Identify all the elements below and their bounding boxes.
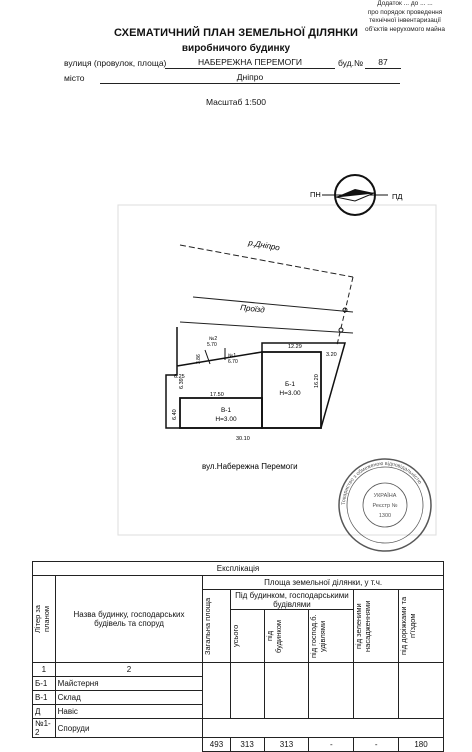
city-value: Дніпро	[100, 72, 400, 84]
row-litera: В-1	[33, 691, 56, 705]
total-roads: 180	[399, 738, 444, 752]
passage-line-bottom	[180, 322, 353, 333]
street-value: НАБЕРЕЖНА ПЕРЕМОГИ	[165, 57, 335, 69]
total-green: -	[354, 738, 399, 752]
col-number-2: 2	[55, 663, 203, 677]
city-label: місто	[64, 73, 85, 83]
header-note-line: Додаток ... до ... ...	[377, 0, 433, 7]
street-label: вулиця (провулок, площа)	[64, 58, 167, 68]
struct-n2-label: №2	[209, 336, 218, 342]
passage-label: Проїзд	[239, 303, 266, 315]
total-house: 313	[264, 738, 309, 752]
row-name: Навіс	[55, 705, 203, 719]
dim-625: 6.25	[174, 374, 185, 380]
dim-1620: 16.20	[314, 374, 320, 388]
official-stamp	[339, 459, 431, 551]
explication-title: Експлікація	[33, 562, 444, 576]
row-name: Майстерня	[55, 677, 203, 691]
row-name: Склад	[55, 691, 203, 705]
col-name: Назва будинку, господарських будівель та споруд	[55, 576, 203, 663]
col-number-1: 1	[33, 663, 56, 677]
col-under: Під будинком, господарськими будівлями	[230, 590, 354, 610]
dim-386: 3.86	[196, 354, 202, 364]
building-value: 87	[365, 57, 401, 69]
background-frame	[118, 205, 436, 535]
document-title: СХЕМАТИЧНИЙ ПЛАН ЗЕМЕЛЬНОЇ ДІЛЯНКИ	[114, 27, 358, 39]
street-plan-label: вул.Набережна Перемоги	[202, 462, 298, 471]
col-roads: під доріжками та п'їздом	[399, 596, 418, 656]
document-subtitle: виробничого будинку	[181, 43, 291, 54]
passage-line-top	[193, 297, 353, 312]
dim-570: 5.70	[207, 342, 217, 348]
compass-right-label: ПД	[392, 192, 403, 201]
struct-n1-label: №1	[228, 353, 237, 359]
total-area: 493	[203, 738, 230, 752]
building-b1-height: Н=3.00	[279, 390, 301, 397]
totals-row	[33, 738, 444, 752]
dim-670: 6.70	[228, 359, 238, 365]
dim-1750: 17.50	[210, 392, 224, 398]
building-label: буд.№	[338, 58, 364, 68]
col-house: під будинком	[264, 619, 283, 653]
col-total: Загальна площа	[203, 597, 213, 655]
building-b1-name: Б-1	[284, 381, 296, 388]
dim-3010: 30.10	[236, 436, 250, 442]
dim-639: 6.39	[179, 378, 185, 389]
explication-table	[32, 561, 444, 752]
building-v1-height: Н=3.00	[215, 416, 237, 423]
table-row	[33, 719, 444, 738]
col-litera: Літер за планом	[33, 605, 51, 633]
header-note-line: об'єктів нерухомого майна	[365, 25, 445, 33]
stamp-inner-line: Реєстр №	[372, 503, 398, 509]
header-note-line: про порядок проведення	[367, 8, 443, 16]
dim-640: 6.40	[172, 409, 178, 420]
row-litera: Б-1	[33, 677, 56, 691]
row-name: Споруди	[55, 719, 203, 738]
stamp-inner-line: УКРАЇНА	[373, 493, 397, 499]
col-area: Площа земельної ділянки, у т.ч.	[203, 576, 444, 590]
row-litera: №1-2	[33, 719, 56, 738]
stamp-inner-line: 1300	[378, 513, 392, 519]
stamp-outer-text: Товариство з обмеженою відповідальністю	[340, 460, 423, 506]
dim-320: 3.20	[326, 352, 337, 358]
dim-1229: 12.29	[288, 344, 302, 350]
river-label: р.Дніпро	[247, 238, 281, 253]
compass-left-label: ПН	[310, 190, 321, 199]
col-yard: під господ.б. удівлями	[309, 614, 328, 658]
col-green: під зеленими насадженнями	[354, 600, 373, 652]
total-all: 313	[230, 738, 264, 752]
scale-label: Масштаб 1:500	[206, 97, 266, 107]
col-all: усього	[230, 625, 240, 648]
total-yard: -	[309, 738, 354, 752]
row-litera: Д	[33, 705, 56, 719]
building-v1-name: В-1	[220, 407, 232, 414]
compass-icon	[322, 175, 388, 215]
header-note-line: технічної інвентаризації	[369, 17, 441, 24]
